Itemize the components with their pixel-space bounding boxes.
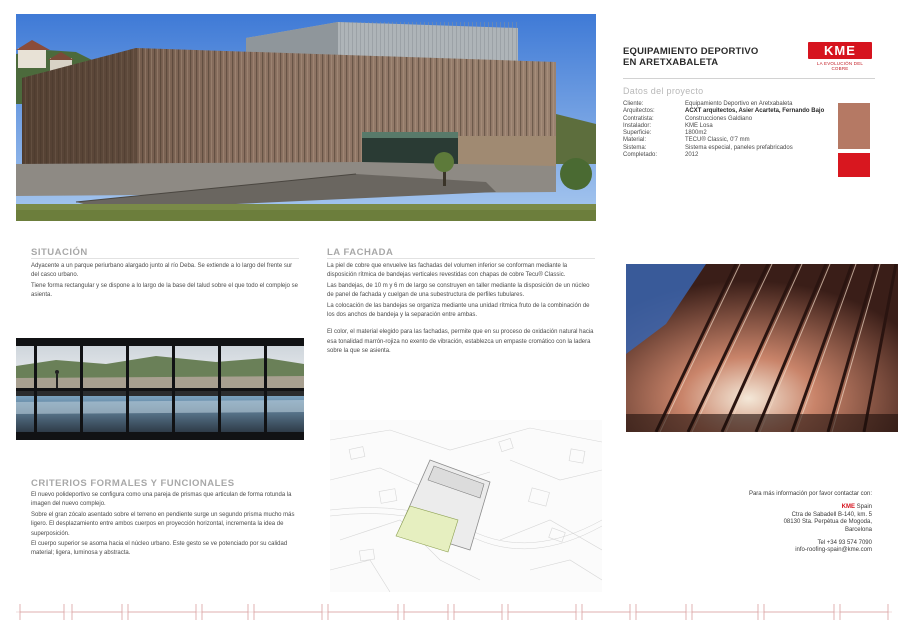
project-data-row — [623, 145, 838, 152]
copper-facade-photo — [626, 264, 898, 432]
contact-address-line1: Ctra de Sabadell B-140, km. 5 — [791, 511, 872, 518]
project-data-key: Cliente: — [623, 101, 644, 107]
project-data-heading: Datos del proyecto — [623, 86, 704, 96]
contact-email[interactable]: info-roofing-spain@kme.com — [795, 547, 872, 554]
header-divider — [623, 78, 875, 79]
contact-block — [690, 491, 872, 555]
fachada-paragraph: Las bandejas, de 10 m y 6 m de largo se construyen en taller mediante la disposición de un núcleo de panel de fachada y cuelgan de una subestructura de perfiles tubulares. — [327, 282, 590, 299]
hero-building-photo — [16, 14, 596, 221]
copper-facade-illustration — [626, 264, 898, 432]
project-data-value: Construcciones Galdiano — [685, 115, 753, 122]
contact-address-line2: 08130 Sta. Perpètua de Mogoda, — [783, 519, 872, 526]
glass-facade-photo — [16, 338, 304, 440]
project-data-value: TECU® Classic, 0'7 mm — [685, 137, 750, 144]
glass-facade-illustration — [16, 338, 304, 440]
project-data-key: Arquitectos: — [623, 108, 655, 115]
fachada-text — [327, 262, 597, 357]
project-data-table — [623, 101, 838, 159]
project-data-key: Superficie: — [623, 130, 652, 137]
contact-lead: Para más información por favor contactar con: — [748, 491, 872, 497]
criterios-paragraph: Sobre el gran zócalo asentado sobre el terreno en pendiente surge un segundo prisma mucho más ligero. El desplazamiento entre ambos cuerpos en proyección horizontal, incrementa la idea de superposición. — [31, 511, 295, 537]
kme-logo-mark: KME — [808, 42, 872, 59]
contact-company — [690, 504, 872, 511]
site-plan-drawing — [330, 420, 602, 592]
project-title-line1: EQUIPAMIENTO DEPORTIVO — [623, 46, 759, 57]
situacion-heading: SITUACIÓN — [31, 247, 88, 258]
criterios-heading: CRITERIOS FORMALES Y FUNCIONALES — [31, 478, 235, 489]
project-data-value: 2012 — [685, 152, 699, 159]
project-data-row — [623, 152, 838, 159]
situacion-text — [31, 262, 301, 301]
copper-color-swatch — [838, 103, 870, 149]
project-data-row — [623, 116, 838, 123]
situacion-paragraph: Tiene forma rectangular y se dispone a lo largo de la base del talud sobre el que todo el complejo se asienta. — [31, 282, 298, 299]
project-data-value: KME Losa — [685, 122, 713, 129]
project-data-row — [623, 101, 838, 108]
kme-logo-tagline: LA EVOLUCIÓN DEL COBRE — [816, 61, 864, 71]
project-data-key: Material: — [623, 137, 647, 144]
project-data-row — [623, 108, 838, 115]
project-title — [623, 46, 793, 68]
project-data-key: Completado: — [623, 152, 658, 159]
project-data-key: Sistema: — [623, 144, 647, 151]
contact-phone: Tel +34 93 574 7090 — [817, 540, 872, 547]
contact-city: Barcelona — [844, 526, 872, 533]
fachada-paragraph: La piel de cobre que envuelve las fachadas del volumen inferior se conforman mediante la disposición rítmica de bandejas verticales revestidas con chapas de cobre Tecu® Classic. — [327, 263, 568, 279]
project-data-key: Instalador: — [623, 122, 652, 129]
decorative-strip-lines — [16, 600, 892, 622]
fachada-heading: LA FACHADA — [327, 247, 394, 258]
criterios-paragraph: El nuevo polideportivo se configura como una pareja de prismas que articulan de forma rotunda la imagen del nuevo complejo. — [31, 492, 292, 508]
project-data-row — [623, 123, 838, 130]
criterios-paragraph: El cuerpo superior se asoma hacia el núcleo urbano. Este gesto se ve potenciado por su calidad material; ligera, luminosa y abstracta. — [31, 541, 288, 557]
project-data-value: Sistema especial, paneles prefabricados — [685, 144, 793, 151]
kme-logo — [808, 42, 872, 72]
situacion-paragraph: Adyacente a un parque periurbano alargado junto al río Deba. Se extiende a lo largo del frente sur del casco urbano. — [31, 263, 293, 279]
site-plan-illustration — [330, 420, 602, 592]
situacion-divider — [31, 258, 299, 259]
fachada-paragraph: La colocación de las bandejas se organiza mediante una unidad rítmica fruto de la combinación de los dos anchos de bandeja y la separación entre ambas. — [327, 302, 590, 319]
fachada-paragraph: El color, el material elegido para las fachadas, permite que en su proceso de oxidación natural hacia esa tonalidad marrón-rojiza no exento de vibración, establezca un empaste cromático con la ladera sobre la que se asienta. — [327, 329, 594, 355]
project-data-value: 1800m2 — [685, 130, 707, 137]
decorative-bottom-strip — [16, 600, 892, 622]
hero-building-illustration — [16, 14, 596, 221]
project-data-key: Contratista: — [623, 115, 654, 122]
project-data-value: Equipamiento Deportivo en Aretxabaleta — [685, 101, 793, 107]
project-title-line2: EN ARETXABALETA — [623, 57, 719, 68]
contact-company-suffix: Spain — [854, 504, 872, 511]
fachada-divider — [327, 258, 595, 259]
project-data-row — [623, 137, 838, 144]
contact-brand: KME — [841, 504, 855, 511]
criterios-text — [31, 491, 303, 559]
project-data-value: ACXT arquitectos, Asier Acarteta, Fernando Bajo — [685, 108, 825, 115]
red-color-swatch — [838, 153, 870, 177]
